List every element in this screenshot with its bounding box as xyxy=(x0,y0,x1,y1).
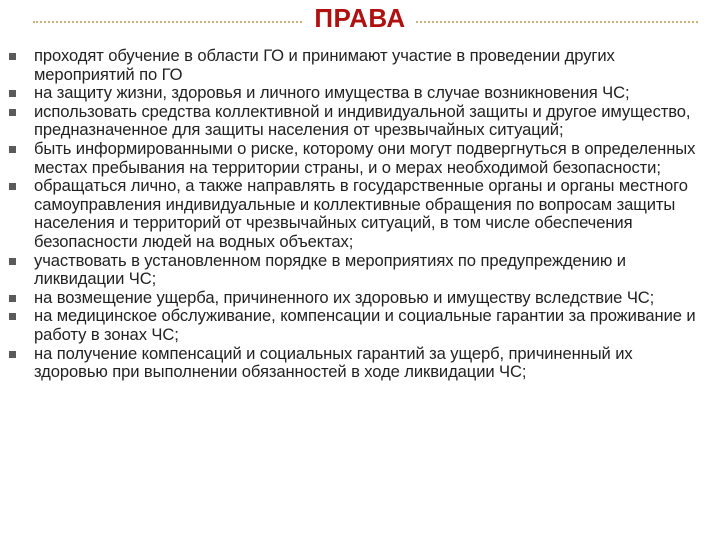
list-item xyxy=(0,345,720,382)
list-item-text: проходят обучение в области ГО и принимают участие в проведении других мероприятий по ГО xyxy=(34,46,615,84)
list-item xyxy=(0,252,720,289)
list-item-text: на защиту жизни, здоровья и личного имущества в случае возникновения ЧС; xyxy=(34,83,630,103)
list-item-text: обращаться лично, а также направлять в государственные органы и органы местного самоуправления индивидуальные и коллективные обращения по вопросам защиты населения и территорий от чрезвычайных ситуаций, в том числе обеспечения безопасности людей на водных объектах; xyxy=(34,176,688,251)
list-item xyxy=(0,140,720,177)
square-bullet-icon xyxy=(9,109,16,116)
list-item-text: участвовать в установленном порядке в мероприятиях по предупреждению и ликвидации ЧС; xyxy=(34,250,626,289)
list-item-text: на возмещение ущерба, причиненного их здоровью и имуществу вследствие ЧС; xyxy=(34,287,655,307)
list-item-text: на медицинское обслуживание, компенсации и социальные гарантии за проживание и работу в зонах ЧС; xyxy=(34,306,696,344)
square-bullet-icon xyxy=(9,90,16,97)
list-item-text: использовать средства коллективной и индивидуальной защиты и другое имущество, предназначенное для защиты населения от чрезвычайных ситуаций; xyxy=(34,101,691,140)
square-bullet-icon xyxy=(9,146,16,153)
list-item xyxy=(0,307,720,344)
square-bullet-icon xyxy=(9,351,16,358)
square-bullet-icon xyxy=(9,258,16,265)
list-item xyxy=(0,177,720,251)
list-item xyxy=(0,47,720,84)
square-bullet-icon xyxy=(9,313,16,320)
list-item xyxy=(0,84,720,103)
square-bullet-icon xyxy=(9,53,16,60)
list-item-text: на получение компенсаций и социальных гарантий за ущерб, причиненный их здоровью при выполнении обязанностей в ходе ликвидации ЧС; xyxy=(34,343,633,382)
list-item-text: быть информированными о риске, которому они могут подвергнуться в определенных местах пребывания на территории страны, и о мерах необходимой безопасности; xyxy=(34,138,696,177)
square-bullet-icon xyxy=(9,183,16,190)
slide-title xyxy=(0,3,720,34)
square-bullet-icon xyxy=(9,295,16,302)
slide-title-text: ПРАВА xyxy=(304,3,415,33)
list-item xyxy=(0,289,720,308)
list-item xyxy=(0,103,720,140)
rights-list xyxy=(0,47,720,382)
